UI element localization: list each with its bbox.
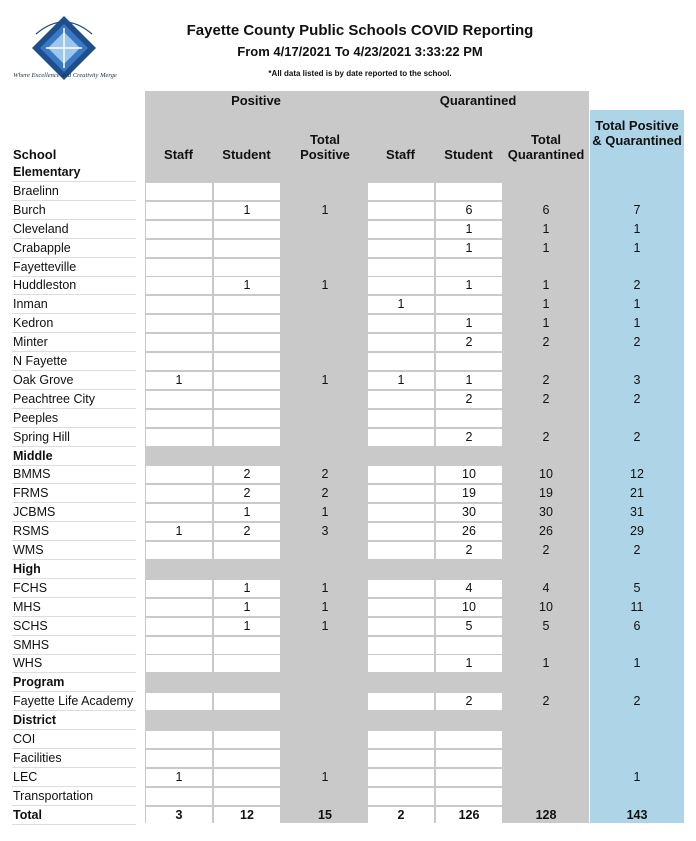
- total-quarantined-value: 4: [542, 580, 550, 595]
- total-quarantined-value: [503, 730, 589, 749]
- total-positive-value: [290, 352, 360, 371]
- pos-student-value: 2: [243, 467, 251, 482]
- q-student-value: [436, 295, 502, 314]
- table-row: [0, 352, 696, 371]
- total-quarantined-value: [503, 636, 589, 655]
- total-quarantined-value: [503, 787, 589, 806]
- q-student-value: [436, 749, 502, 768]
- total-quarantined-value: 1: [542, 221, 550, 236]
- total-quarantined-value: [503, 258, 589, 277]
- grand-total-value: 3: [633, 372, 641, 387]
- q-student-value: 1: [465, 316, 473, 331]
- grand-total-value: 2: [633, 543, 641, 557]
- pos-student-value: [214, 239, 280, 258]
- page-title: Fayette County Public Schools COVID Reporting: [186, 22, 534, 39]
- group-positive: Positive: [231, 93, 281, 108]
- header-positive-staff: Staff: [164, 147, 193, 162]
- pos-student-value: [214, 636, 280, 655]
- table-row: [0, 617, 696, 636]
- grand-total-value: 1: [633, 240, 641, 255]
- q-staff-value: [368, 768, 434, 787]
- pos-student-value: 2: [243, 486, 251, 501]
- school-name: MHS: [13, 599, 41, 614]
- pos-student-value: [214, 390, 280, 409]
- total-positive-value: 1: [321, 202, 329, 217]
- pos-student-value: 1: [243, 278, 251, 293]
- pos-staff-value: [146, 503, 212, 522]
- school-name: Burch: [13, 202, 46, 217]
- q-staff-value: [368, 636, 434, 655]
- total-positive-value: [290, 749, 360, 768]
- pos-staff-value: [146, 258, 212, 277]
- q-staff-value: [368, 654, 434, 673]
- pos-staff-value: [146, 730, 212, 749]
- q-student-value: 6: [465, 202, 473, 217]
- section-label: Elementary: [13, 165, 81, 179]
- table-row: [0, 314, 696, 333]
- q-student-value: 2: [465, 543, 473, 557]
- q-staff-value: [368, 522, 434, 541]
- total-positive-value: [290, 314, 360, 333]
- table-row: [0, 371, 696, 390]
- q-staff-value: 2: [397, 807, 405, 822]
- school-name: Spring Hill: [13, 429, 70, 444]
- pos-student-value: 12: [240, 807, 254, 822]
- grand-total-value: 2: [633, 278, 641, 293]
- logo-caption: Where Excellence and Creativity Merge: [13, 72, 117, 79]
- pos-student-value: 1: [243, 505, 251, 520]
- q-student-value: 19: [462, 486, 476, 501]
- total-positive-value: [290, 787, 360, 806]
- pos-staff-value: [146, 636, 212, 655]
- school-name: Inman: [13, 297, 48, 312]
- grand-total-value: 2: [633, 391, 641, 406]
- total-positive-value: [290, 541, 360, 560]
- pos-staff-value: 3: [175, 807, 183, 822]
- table-row: [0, 333, 696, 352]
- grand-total-value: [590, 787, 684, 806]
- grand-total-value: [590, 409, 684, 428]
- table-row: [0, 749, 696, 768]
- total-quarantined-value: [503, 749, 589, 768]
- q-student-value: [436, 352, 502, 371]
- q-staff-value: [368, 598, 434, 617]
- total-quarantined-value: 2: [542, 543, 550, 557]
- q-staff-value: [368, 465, 434, 484]
- total-positive-value: [290, 390, 360, 409]
- grand-total-value: 21: [630, 486, 644, 501]
- total-positive-value: 15: [318, 807, 332, 822]
- school-name: Fayette Life Academy: [13, 694, 134, 709]
- q-staff-value: [368, 692, 434, 711]
- total-positive-value: [290, 220, 360, 239]
- header-school: School: [13, 147, 57, 162]
- grand-total-value: 2: [633, 335, 641, 350]
- total-positive-value: [290, 654, 360, 673]
- q-student-value: 126: [458, 807, 480, 822]
- school-name: Kedron: [13, 316, 54, 331]
- school-name: Crabapple: [13, 240, 71, 255]
- grand-total-value: 1: [633, 221, 641, 236]
- table-row: [0, 541, 696, 560]
- grand-total-value: [590, 749, 684, 768]
- total-quarantined-value: [503, 768, 589, 787]
- total-quarantined-value: 2: [542, 429, 550, 444]
- school-name: Huddleston: [13, 278, 77, 293]
- school-name: BMMS: [13, 467, 51, 482]
- school-name: LEC: [13, 769, 38, 784]
- total-quarantined-value: 6: [542, 202, 550, 217]
- section-label: Program: [13, 675, 65, 690]
- pos-student-value: [214, 749, 280, 768]
- school-name: Cleveland: [13, 221, 69, 236]
- q-staff-value: [368, 749, 434, 768]
- total-positive-value: [290, 730, 360, 749]
- total-quarantined-value: 1: [542, 316, 550, 331]
- grand-total-value: 2: [633, 429, 641, 444]
- pos-student-value: [214, 428, 280, 447]
- table-row: [0, 258, 696, 277]
- total-row: [0, 806, 696, 825]
- pos-student-value: [214, 295, 280, 314]
- pos-student-value: [214, 730, 280, 749]
- pos-staff-value: [146, 220, 212, 239]
- pos-staff-value: [146, 617, 212, 636]
- total-quarantined-value: 10: [539, 467, 553, 482]
- header-total-positive: Total Positive: [300, 132, 350, 162]
- q-student-value: [436, 182, 502, 201]
- q-student-value: 1: [465, 656, 473, 671]
- pos-staff-value: [146, 295, 212, 314]
- total-quarantined-value: 1: [542, 656, 550, 671]
- q-staff-value: [368, 239, 434, 258]
- q-student-value: [436, 636, 502, 655]
- school-name: RSMS: [13, 524, 50, 539]
- q-staff-value: 1: [397, 297, 405, 312]
- q-staff-value: [368, 541, 434, 560]
- q-staff-value: [368, 787, 434, 806]
- section-label: Middle: [13, 448, 53, 463]
- pos-student-value: [214, 182, 280, 201]
- q-student-value: [436, 730, 502, 749]
- pos-staff-value: [146, 654, 212, 673]
- q-student-value: 2: [465, 391, 473, 406]
- table-row: [0, 503, 696, 522]
- pos-staff-value: [146, 239, 212, 258]
- header-quarantined-student: Student: [444, 147, 493, 162]
- total-quarantined-value: 5: [542, 618, 550, 633]
- q-student-value: 4: [465, 580, 473, 595]
- pos-student-value: [214, 541, 280, 560]
- total-quarantined-value: 2: [542, 372, 550, 387]
- table-row: [0, 692, 696, 711]
- pos-student-value: [214, 314, 280, 333]
- school-name: Peeples: [13, 410, 59, 425]
- table-row: [0, 654, 696, 673]
- header-quarantined-staff: Staff: [386, 147, 415, 162]
- total-quarantined-value: 128: [535, 807, 557, 822]
- section-row: [0, 163, 696, 182]
- q-staff-value: [368, 220, 434, 239]
- school-name: WHS: [13, 656, 43, 671]
- grand-total-value: 1: [633, 769, 641, 784]
- pos-staff-value: [146, 314, 212, 333]
- q-staff-value: [368, 617, 434, 636]
- header-total-quarantined: Total Quarantined: [507, 132, 585, 162]
- total-quarantined-value: 10: [539, 599, 553, 614]
- grand-total-value: 12: [630, 467, 644, 482]
- q-staff-value: [368, 182, 434, 201]
- grand-total-value: 143: [626, 807, 648, 822]
- pos-staff-value: [146, 484, 212, 503]
- total-positive-value: [290, 333, 360, 352]
- grand-total-value: 5: [633, 580, 641, 595]
- table-row: [0, 768, 696, 787]
- pos-student-value: [214, 220, 280, 239]
- pos-staff-value: 1: [175, 524, 183, 539]
- pos-staff-value: [146, 579, 212, 598]
- total-positive-value: 1: [321, 372, 329, 387]
- grand-total-value: [590, 636, 684, 655]
- pos-staff-value: [146, 787, 212, 806]
- school-name: Peachtree City: [13, 391, 95, 406]
- total-quarantined-value: [503, 352, 589, 371]
- school-name: COI: [13, 732, 36, 746]
- table-row: [0, 409, 696, 428]
- section-label: High: [13, 561, 41, 576]
- section-label: District: [13, 713, 57, 728]
- table-row: [0, 428, 696, 447]
- pos-student-value: [214, 409, 280, 428]
- pos-student-value: 2: [243, 524, 251, 539]
- total-quarantined-value: [503, 182, 589, 201]
- total-positive-value: [290, 295, 360, 314]
- q-staff-value: [368, 390, 434, 409]
- q-staff-value: [368, 503, 434, 522]
- q-student-value: [436, 258, 502, 277]
- q-student-value: 1: [465, 372, 473, 387]
- school-name: SCHS: [13, 618, 48, 633]
- q-staff-value: 1: [397, 372, 405, 387]
- q-student-value: 1: [465, 240, 473, 255]
- table-row: [0, 484, 696, 503]
- pos-student-value: 1: [243, 580, 251, 595]
- total-positive-value: [290, 692, 360, 711]
- pos-staff-value: [146, 692, 212, 711]
- pos-student-value: 1: [243, 202, 251, 217]
- table-row: [0, 598, 696, 617]
- total-positive-value: [290, 258, 360, 277]
- total-positive-value: 1: [321, 618, 329, 633]
- header-positive-student: Student: [222, 147, 271, 162]
- grand-total-value: [590, 352, 684, 371]
- total-positive-value: 3: [321, 524, 329, 539]
- pos-staff-value: [146, 333, 212, 352]
- school-name: N Fayette: [13, 354, 68, 368]
- section-row: [0, 447, 696, 466]
- total-quarantined-value: 2: [542, 694, 550, 709]
- school-name: Total: [13, 807, 42, 822]
- pos-staff-value: 1: [175, 769, 183, 784]
- date-range: From 4/17/2021 To 4/23/2021 3:33:22 PM: [237, 44, 483, 59]
- q-student-value: [436, 409, 502, 428]
- school-name: Fayetteville: [13, 259, 77, 274]
- q-staff-value: [368, 730, 434, 749]
- table-row: [0, 295, 696, 314]
- section-row: [0, 673, 696, 692]
- table-row: [0, 201, 696, 220]
- total-positive-value: 1: [321, 599, 329, 614]
- q-student-value: [436, 787, 502, 806]
- table-row: [0, 182, 696, 201]
- school-name: WMS: [13, 543, 44, 557]
- grand-total-value: 1: [633, 316, 641, 331]
- table-row: [0, 390, 696, 409]
- total-quarantined-value: 30: [539, 505, 553, 520]
- pos-staff-value: [146, 598, 212, 617]
- pos-staff-value: [146, 352, 212, 371]
- header-grand-total: Total Positive & Quarantined: [592, 118, 682, 148]
- section-row: [0, 711, 696, 730]
- pos-staff-value: [146, 428, 212, 447]
- q-student-value: 26: [462, 524, 476, 539]
- total-positive-value: [290, 239, 360, 258]
- table-row: [0, 579, 696, 598]
- q-student-value: [436, 768, 502, 787]
- total-positive-value: [290, 428, 360, 447]
- q-staff-value: [368, 579, 434, 598]
- total-positive-value: 2: [321, 467, 329, 482]
- total-quarantined-value: [503, 409, 589, 428]
- q-staff-value: [368, 333, 434, 352]
- total-positive-value: 1: [321, 505, 329, 520]
- q-staff-value: [368, 258, 434, 277]
- q-staff-value: [368, 484, 434, 503]
- pos-staff-value: [146, 409, 212, 428]
- total-quarantined-value: 19: [539, 486, 553, 501]
- pos-student-value: [214, 258, 280, 277]
- table-row: [0, 220, 696, 239]
- q-student-value: 2: [465, 429, 473, 444]
- grand-total-value: 7: [633, 202, 641, 217]
- grand-total-value: [590, 258, 684, 277]
- pos-staff-value: [146, 276, 212, 295]
- section-row: [0, 560, 696, 579]
- school-name: SMHS: [13, 637, 50, 652]
- pos-student-value: [214, 654, 280, 673]
- pos-student-value: [214, 352, 280, 371]
- total-quarantined-value: 1: [542, 240, 550, 255]
- pos-student-value: [214, 333, 280, 352]
- pos-student-value: 1: [243, 599, 251, 614]
- school-name: JCBMS: [13, 505, 56, 520]
- total-quarantined-value: 2: [542, 391, 550, 406]
- pos-staff-value: [146, 390, 212, 409]
- group-quarantined: Quarantined: [439, 93, 517, 108]
- pos-student-value: [214, 692, 280, 711]
- grand-total-value: 6: [633, 618, 641, 633]
- pos-staff-value: [146, 201, 212, 220]
- school-name: Braelinn: [13, 183, 59, 198]
- total-positive-value: 1: [321, 278, 329, 293]
- pos-student-value: [214, 371, 280, 390]
- q-student-value: 1: [465, 221, 473, 236]
- q-student-value: 2: [465, 694, 473, 709]
- table-row: [0, 787, 696, 806]
- pos-student-value: [214, 787, 280, 806]
- pos-student-value: 1: [243, 618, 251, 633]
- total-positive-value: 1: [321, 769, 329, 784]
- table-row: [0, 730, 696, 749]
- grand-total-value: 1: [633, 656, 641, 671]
- q-student-value: 2: [465, 335, 473, 350]
- total-positive-value: 1: [321, 580, 329, 595]
- grand-total-value: 29: [630, 524, 644, 539]
- school-name: FCHS: [13, 580, 48, 595]
- grand-total-value: [590, 730, 684, 749]
- total-positive-value: [290, 636, 360, 655]
- q-staff-value: [368, 314, 434, 333]
- q-student-value: 5: [465, 618, 473, 633]
- pos-student-value: [214, 768, 280, 787]
- table-row: [0, 522, 696, 541]
- pos-staff-value: 1: [175, 372, 183, 387]
- q-staff-value: [368, 352, 434, 371]
- total-quarantined-value: 1: [542, 278, 550, 293]
- q-student-value: 1: [465, 278, 473, 293]
- grand-total-value: 1: [633, 297, 641, 312]
- grand-total-value: 31: [630, 505, 644, 520]
- table-row: [0, 636, 696, 655]
- pos-staff-value: [146, 182, 212, 201]
- q-staff-value: [368, 201, 434, 220]
- q-staff-value: [368, 409, 434, 428]
- school-name: Minter: [13, 335, 48, 350]
- total-quarantined-value: 2: [542, 335, 550, 350]
- total-quarantined-value: 1: [542, 297, 550, 312]
- total-positive-value: [290, 409, 360, 428]
- pos-staff-value: [146, 465, 212, 484]
- school-name: Facilities: [13, 750, 62, 765]
- q-student-value: 10: [462, 467, 476, 482]
- total-positive-value: 2: [321, 486, 329, 501]
- data-note: *All data listed is by date reported to the school.: [268, 69, 452, 78]
- table-row: [0, 276, 696, 295]
- school-name: Transportation: [13, 788, 94, 803]
- pos-staff-value: [146, 749, 212, 768]
- q-student-value: 10: [462, 599, 476, 614]
- grand-total-value: 2: [633, 694, 641, 709]
- q-staff-value: [368, 276, 434, 295]
- total-positive-value: [290, 182, 360, 201]
- q-staff-value: [368, 428, 434, 447]
- pos-staff-value: [146, 541, 212, 560]
- grand-total-value: 11: [630, 599, 644, 614]
- total-quarantined-value: 26: [539, 524, 553, 539]
- grand-total-value: [590, 182, 684, 201]
- school-name: FRMS: [13, 486, 49, 501]
- q-student-value: 30: [462, 505, 476, 520]
- table-row: [0, 465, 696, 484]
- school-name: Oak Grove: [13, 372, 74, 387]
- row-divider: [12, 824, 136, 825]
- table-row: [0, 239, 696, 258]
